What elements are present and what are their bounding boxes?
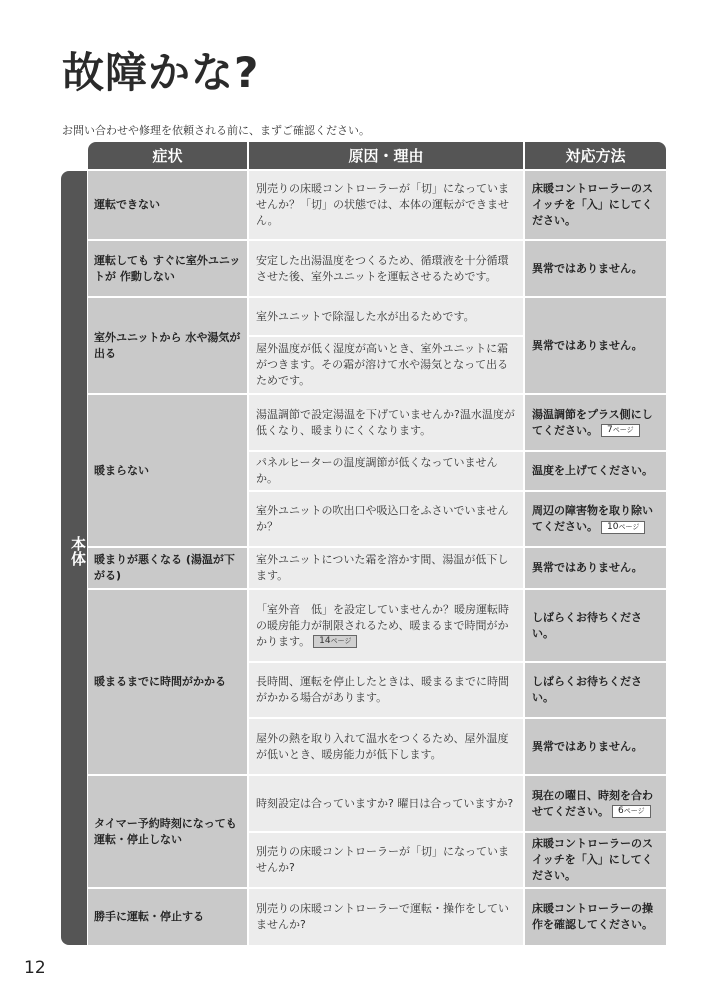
page-ref: 10ページ — [601, 521, 645, 534]
remedy-cell — [525, 548, 666, 588]
cause-text: 安定した出湯温度をつくるため、循環液を十分循環させた後、室外ユニットを運転させるためです。 — [256, 253, 509, 283]
remedy-cell — [525, 171, 666, 239]
remedy-cell — [525, 833, 666, 887]
cause-cell — [249, 776, 523, 831]
cause-cell — [249, 719, 523, 774]
page-number: 12 — [24, 958, 46, 978]
remedy-text: 異常ではありません。 — [532, 561, 643, 574]
remedy-text: 周辺の障害物を取り除いてください。 — [532, 504, 653, 533]
remedy-cell — [525, 663, 666, 717]
header-symptom: 症状 — [88, 142, 247, 169]
remedy-cell — [525, 298, 666, 393]
remedy-cell — [525, 590, 666, 661]
cause-text: 室外ユニットについた霜を溶かす間、湯温が低下します。 — [256, 553, 509, 582]
symptom-text: 暖まらない — [94, 463, 149, 477]
remedy-text: 異常ではありません。 — [532, 739, 643, 753]
cause-cell — [249, 492, 523, 546]
remedy-text: 異常ではありません。 — [532, 261, 643, 275]
cause-text: 「室外音 低」を設定していませんか？暖房運転時の暖房能力が制限されるため、暖まるまで時間がかかります。 — [256, 602, 509, 648]
remedy-cell — [525, 241, 666, 296]
cause-text: 湯温調節で設定湯温を下げていませんか?温水温度が低くなり、暖まりにくくなります。 — [256, 407, 515, 437]
remedy-cell — [525, 452, 666, 490]
cause-cell — [249, 171, 523, 239]
remedy-cell — [525, 889, 666, 945]
intro-text: お問い合わせや修理を依頼される前に、まずご確認ください。 — [62, 124, 370, 137]
symptom-text: タイマー予約時刻になっても運転・停止しない — [94, 816, 237, 846]
remedy-text: 温度を上げてください。 — [532, 464, 653, 477]
cause-text: 長時間、運転を停止したときは、暖まるまでに時間がかかる場合があります。 — [256, 675, 509, 704]
remedy-cell — [525, 776, 666, 831]
cause-text: 屋外温度が低く湿度が高いとき、室外ユニットに霜がつきます。その霜が溶けて水や湯気となって出るためです。 — [256, 342, 509, 387]
page-ref: 14ページ — [313, 635, 357, 648]
cause-cell — [249, 452, 523, 490]
remedy-cell — [525, 492, 666, 546]
side-label: 本体 — [69, 536, 87, 566]
cause-text: 室外ユニットで除湿した水が出るためです。 — [256, 309, 475, 323]
symptom-cell — [88, 548, 247, 588]
symptom-cell — [88, 590, 247, 774]
cause-cell — [249, 833, 523, 887]
remedy-text: しばらくお待ちください。 — [532, 675, 642, 704]
symptom-text: 勝手に運転・停止する — [94, 910, 204, 923]
symptom-cell — [88, 171, 247, 239]
remedy-text: 床暖コントローラーの操作を確認してください。 — [532, 902, 653, 931]
cause-text: 別売りの床暖コントローラーで運転・操作をしていませんか? — [256, 902, 509, 931]
remedy-cell — [525, 395, 666, 450]
remedy-text: しばらくお待ちください。 — [532, 610, 642, 640]
symptom-cell — [88, 395, 247, 546]
symptom-cell — [88, 241, 247, 296]
cause-text: 時刻設定は合っていますか? 曜日は合っていますか? — [256, 796, 514, 810]
symptom-text: 暖まるまでに時間がかかる — [94, 675, 226, 688]
remedy-text: 湯温調節をプラス側にしてください。 — [532, 407, 653, 437]
remedy-cell — [525, 719, 666, 774]
symptom-cell — [88, 776, 247, 887]
cause-cell — [249, 241, 523, 296]
remedy-text: 床暖コントローラーのスイッチを「入」にしてください。 — [532, 837, 653, 882]
symptom-cell — [88, 298, 247, 393]
cause-text: 別売りの床暖コントローラーが「切」になっていませんか? — [256, 845, 509, 874]
symptom-text: 運転できない — [94, 198, 160, 211]
cause-cell — [249, 889, 523, 945]
side-label-bar — [61, 171, 87, 945]
cause-cell — [249, 395, 523, 450]
page-ref: 6ページ — [612, 805, 651, 818]
symptom-cell — [88, 889, 247, 945]
page-ref: 7ページ — [601, 424, 640, 437]
symptom-text: 室外ユニットから 水や湯気が出る — [94, 330, 241, 360]
header-remedy: 対応方法 — [525, 142, 666, 169]
symptom-text: 運転しても すぐに室外ユニットが 作動しない — [94, 253, 241, 283]
page-title: 故障かな? — [62, 48, 260, 97]
cause-cell — [249, 337, 523, 393]
remedy-text: 異常ではありません。 — [532, 338, 643, 352]
header-cause: 原因・理由 — [249, 142, 523, 169]
cause-cell — [249, 548, 523, 588]
remedy-text: 床暖コントローラーのスイッチを「入」にしてください。 — [532, 182, 653, 227]
cause-cell — [249, 663, 523, 717]
remedy-text: 現在の曜日、時刻を合わせてください。 — [532, 788, 653, 818]
cause-text: 別売りの床暖コントローラーが「切」になっていませんか？「切」の状態では、本体の運転ができません。 — [256, 182, 509, 227]
cause-cell — [249, 298, 523, 335]
cause-text: 室外ユニットの吹出口や吸込口をふさいでいませんか？ — [256, 504, 509, 533]
symptom-text: 暖まりが悪くなる (湯温が下がる) — [94, 553, 235, 582]
cause-cell — [249, 590, 523, 661]
cause-text: 屋外の熱を取り入れて温水をつくるため、屋外温度が低いとき、暖房能力が低下します。 — [256, 731, 509, 761]
cause-text: パネルヒーターの温度調節が低くなっていませんか。 — [256, 456, 498, 485]
